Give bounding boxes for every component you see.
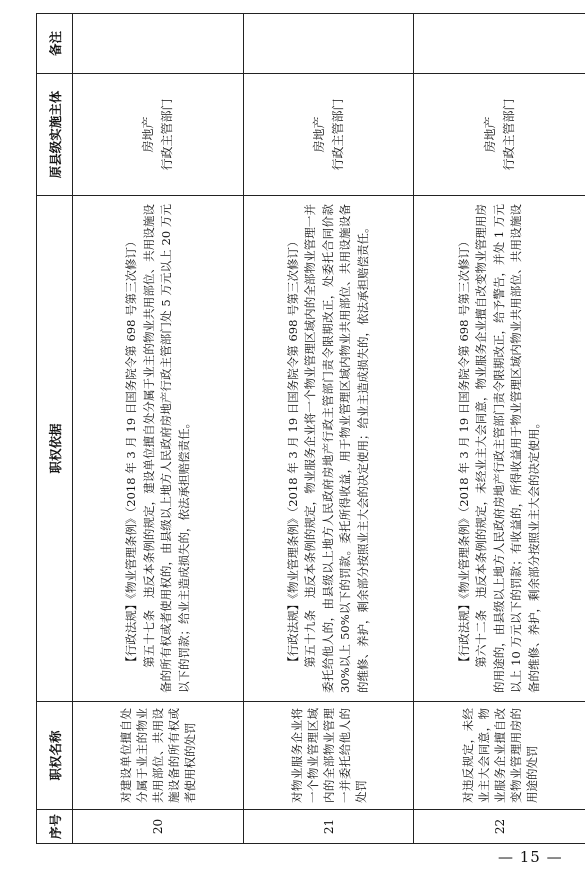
dept-line-1: 房地产	[311, 116, 326, 153]
basis-article: 第六十二条 违反本条例的规定，未经业主大会同意，物业服务企业擅自改变物业管理用房的用途的，由县级以上地方人民政府房地产行政主管部门责令限期改正，给予警告，并处 1 万元以上 10 万元以下的罚款；有收益的，所得收益用于物业管理区域内物业共用部位、共用设施设备的维修、养护，剩余部分按照业主大会的决定使用。	[474, 204, 541, 693]
header-name: 职权名称	[37, 702, 73, 810]
table-row	[414, 14, 585, 844]
note-cell	[414, 14, 585, 74]
authority-name: 对违反规定，未经业主大会同意，物业服务企业擅自改变物业管理用房的用途的处罚	[414, 702, 585, 810]
authority-basis	[244, 196, 414, 702]
dept-line-2: 行政主管部门	[501, 98, 516, 171]
dept-line-1: 房地产	[141, 116, 155, 153]
basis-source: 【行政法规】《物业管理条例》（2018 年 3 月 19 日国务院令第 698 号第三次修订）	[285, 235, 300, 668]
dept-line-1: 房地产	[482, 116, 497, 153]
authority-basis	[73, 196, 244, 702]
header-basis: 职权依据	[37, 196, 73, 702]
note-cell	[244, 14, 414, 74]
rotated-table-page	[36, 14, 584, 844]
basis-source: 【行政法规】《物业管理条例》（2018 年 3 月 19 日国务院令第 698 号第三次修订）	[124, 235, 138, 668]
row-number: 22	[414, 810, 585, 844]
table-header-row	[37, 14, 73, 844]
basis-article: 第五十九条 违反本条例的规定，物业服务企业将一个物业管理区域内的全部物业管理一并委托给他人的，由县级以上地方人民政府房地产行政主管部门责令限期改正，处委托合同价款 30%以上 50%以下的罚款。委托所得收益，用于物业管理区域内物业共用部位、共用设施设备的维修、养护，剩余部分按照业主大会的决定使用；给业主造成损失的，依法承担赔偿责任。	[303, 204, 370, 693]
dept-line-2: 行政主管部门	[160, 98, 174, 171]
basis-article: 第五十七条 违反本条例的规定，建设单位擅自处分属于业主的物业共用部位、共用设施设备的所有权或者使用权的，由县级以上地方人民政府房地产行政主管部门处 5 万元以上 20 万元以下的罚款；给业主造成损失的，依法承担赔偿责任。	[141, 204, 191, 693]
authority-basis	[414, 196, 585, 702]
row-number: 20	[73, 810, 244, 844]
row-number: 21	[244, 810, 414, 844]
authority-table	[36, 13, 585, 844]
header-no: 序号	[37, 810, 73, 844]
table-row	[73, 14, 244, 844]
authority-name: 对物业服务企业将一个物业管理区域内的全部物业管理一并委托给他人的处罚	[244, 702, 414, 810]
header-dept: 原县级实施主体	[37, 74, 73, 196]
header-note: 备注	[37, 14, 73, 74]
note-cell	[73, 14, 244, 74]
dept-line-2: 行政主管部门	[330, 98, 345, 171]
implementing-dept	[73, 74, 244, 196]
implementing-dept	[244, 74, 414, 196]
basis-source: 【行政法规】《物业管理条例》（2018 年 3 月 19 日国务院令第 698 号第三次修订）	[456, 235, 471, 668]
table-row	[244, 14, 414, 844]
implementing-dept	[414, 74, 585, 196]
authority-name: 对建设单位擅自处分属于业主的物业共用部位、共用设施设备的所有权或者使用权的处罚	[73, 702, 244, 810]
page-number: — 15 —	[498, 848, 563, 866]
